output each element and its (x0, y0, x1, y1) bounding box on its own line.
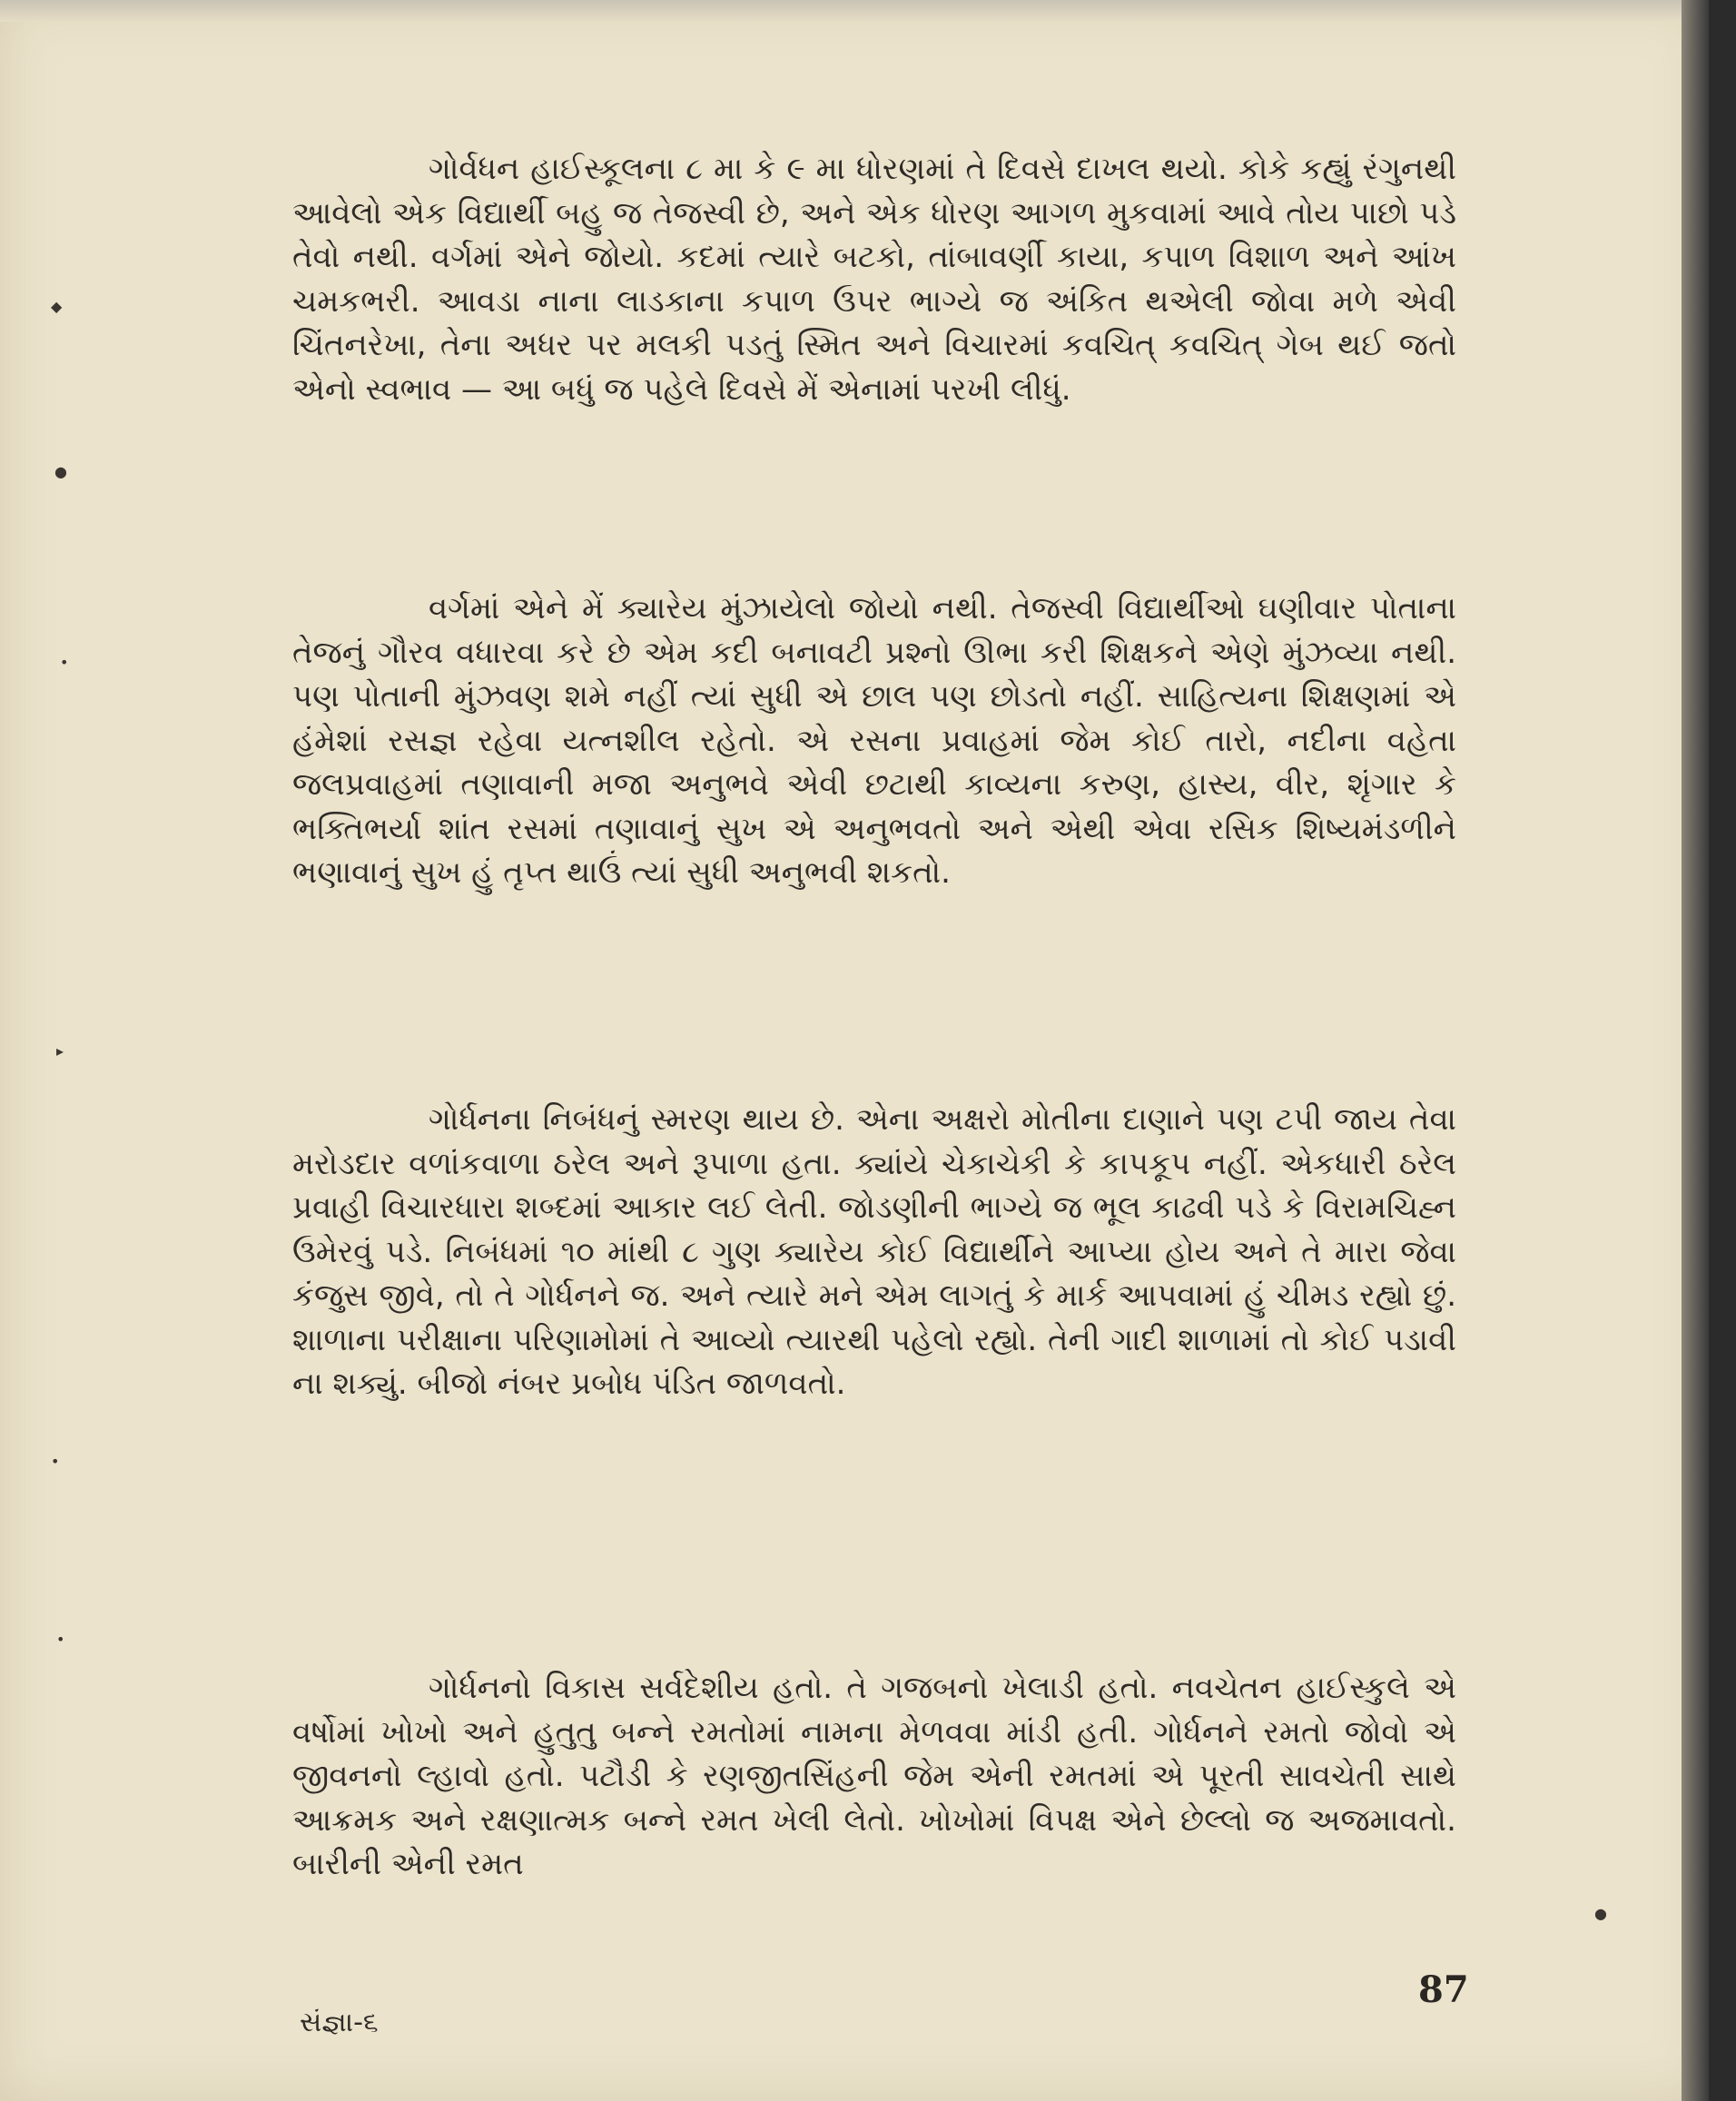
paragraph-text: ગોર્વધન હાઈસ્કૂલના ૮ મા કે ૯ મા ધોરણમાં તે દિવસે દાખલ થયો. કોકે કહ્યું રંગુનથી આવેલો એક વિદ્યાર્થી બહુ જ તેજસ્વી છે, અને એક ધોરણ આગળ મુકવામાં આવે તોય પાછો પડે તેવો નથી. વર્ગમાં એને જોયો. કદમાં ત્યારે બટકો, તાંબાવર્ણી કાયા, કપાળ વિશાળ અને આંખ ચમકભરી. આવડા નાના લાડકાના કપાળ ઉપર ભાગ્યે જ અંકિત થએલી જોવા મળે એવી ચિંતનરેખા, તેના અધર પર મલકી પડતું સ્મિત અને વિચારમાં કવચિત્ કવચિત્ ગેબ થઈ જતો એનો સ્વભાવ — આ બધું જ પહેલે દિવસે મેં એનામાં પરખી લીધું. (292, 151, 1456, 408)
paragraph-2 (292, 587, 1456, 895)
margin-speck: • (51, 1453, 60, 1470)
margin-speck: ▸ (56, 1042, 64, 1060)
margin-speck: ● (1594, 1905, 1607, 1922)
paragraph-1 (292, 147, 1456, 411)
page-right-edge (1682, 0, 1709, 2101)
signature-mark: સંજ્ઞા-૬ (300, 2007, 379, 2038)
page-top-edge (0, 0, 1709, 22)
paragraph-text: ગોર્ધનનો વિકાસ સર્વદેશીય હતો. તે ગજબનો ખેલાડી હતો. નવચેતન હાઈસ્કુલે એ વર્ષોમાં ખોખો અને હુતુતુ બન્ને રમતોમાં નામના મેળવવા માંડી હતી. ગોર્ધનને રમતો જોવો એ જીવનનો લ્હાવો હતો. પટૌડી કે રણજીતસિંહની જેમ એની રમતમાં એ પૂરતી સાવચેતી સાથે આક્રમક અને રક્ષણાત્મક બન્ને રમત ખેલી લેતો. ખોખોમાં વિપક્ષ એને છેલ્લો જ અજમાવતો. બારીની એની રમત (292, 1670, 1456, 1882)
margin-speck: • (60, 654, 69, 671)
margin-speck: • (56, 1631, 65, 1648)
margin-speck: ◆ (51, 298, 63, 315)
margin-speck: ● (54, 463, 67, 480)
page-number: 87 (1418, 1968, 1469, 2011)
paragraph-4 (292, 1666, 1456, 1887)
paragraph-text: ગોર્ધનના નિબંધનું સ્મરણ થાય છે. એના અક્ષરો મોતીના દાણાને પણ ટપી જાય તેવા મરોડદાર વળાંકવાળા ઠરેલ અને રૂપાળા હતા. ક્યાંયે ચેકાચેકી કે કાપકૂપ નહીં. એકધારી ઠરેલ પ્રવાહી વિચારધારા શબ્દમાં આકાર લઈ લેતી. જોડણીની ભાગ્યે જ ભૂલ કાઢવી પડે કે વિરામચિહ્ન ઉમેરવું પડે. નિબંધમાં ૧૦ માંથી ૮ ગુણ ક્યારેય કોઈ વિદ્યાર્થીને આપ્યા હોય અને તે મારા જેવા કંજુસ જીવે, તો તે ગોર્ધનને જ. અને ત્યારે મને એમ લાગતું કે માર્ક આપવામાં હું ચીમડ રહ્યો છું. શાળાના પરીક્ષાના પરિણામોમાં તે આવ્યો ત્યારથી પહેલો રહ્યો. તેની ગાદી શાળામાં તો કોઈ પડાવી ના શક્યું. બીજો નંબર પ્રબોધ પંડિત જાળવતો. (292, 1101, 1456, 1402)
paragraph-3 (292, 1098, 1456, 1406)
paragraph-text: વર્ગમાં એને મેં ક્યારેય મુંઝાયેલો જોયો નથી. તેજસ્વી વિદ્યાર્થીઓ ઘણીવાર પોતાના તેજનું ગૌરવ વધારવા કરે છે એમ કદી બનાવટી પ્રશ્નો ઊભા કરી શિક્ષકને એણે મુંઝવ્યા નથી. પણ પોતાની મુંઝવણ શમે નહીં ત્યાં સુધી એ છાલ પણ છોડતો નહીં. સાહિત્યના શિક્ષણમાં એ હંમેશાં રસજ્ઞ રહેવા યત્નશીલ રહેતો. એ રસના પ્રવાહમાં જેમ કોઈ તારો, નદીના વહેતા જલપ્રવાહમાં તણાવાની મજા અનુભવે એવી છટાથી કાવ્યના કરુણ, હાસ્ય, વીર, શૃંગાર કે ભક્તિભર્યા શાંત રસમાં તણાવાનું સુખ એ અનુભવતો અને એથી એવા રસિક શિષ્યમંડળીને ભણાવાનું સુખ હું તૃપ્ત થાઉં ત્યાં સુધી અનુભવી શકતો. (292, 590, 1456, 891)
